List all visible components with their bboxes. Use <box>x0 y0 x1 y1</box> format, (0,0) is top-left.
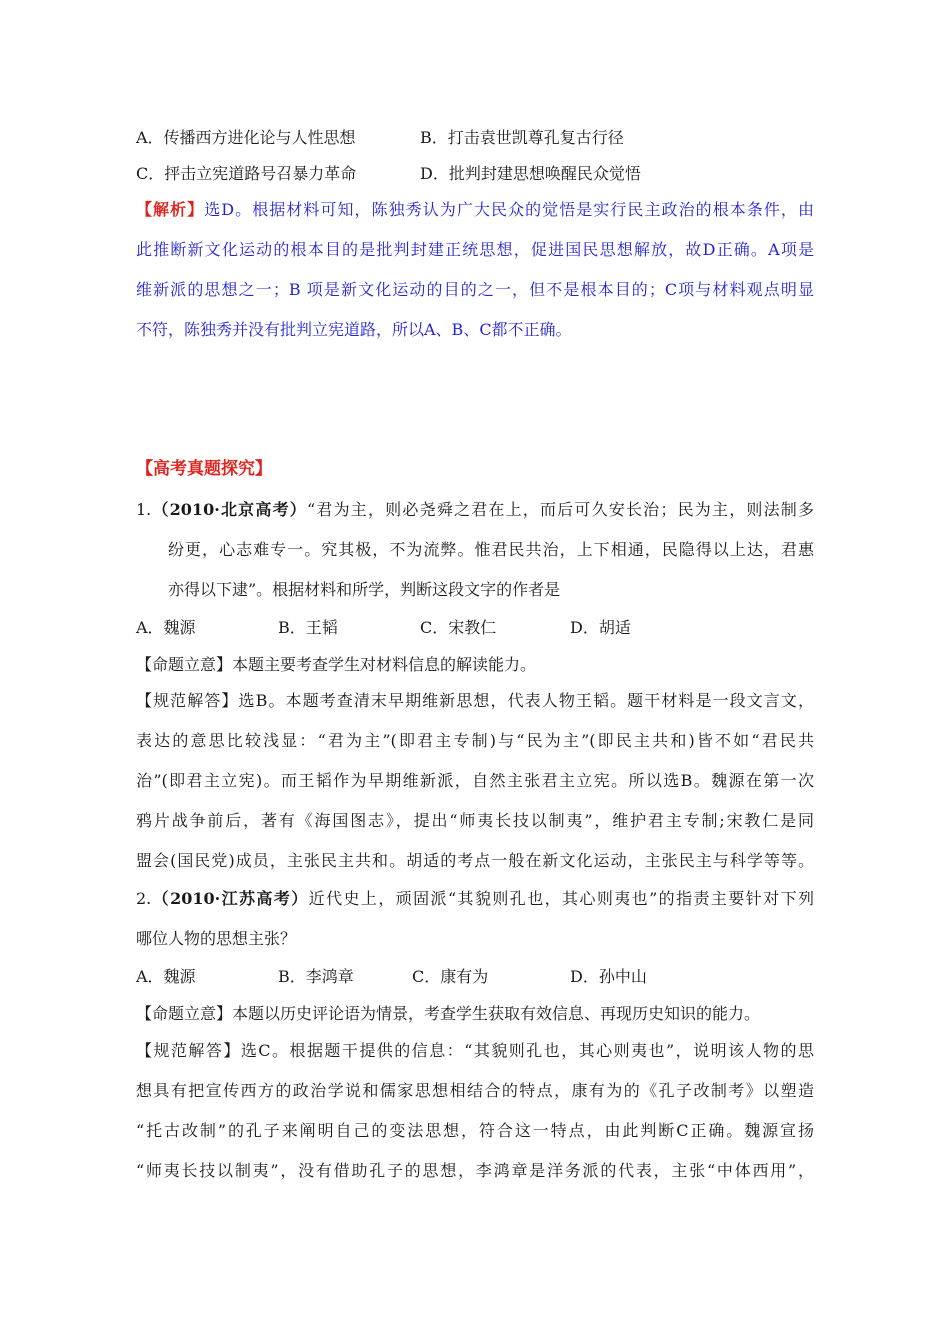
q1-answer-line-4: 鸦片战争前后，著有《海国图志》，提出“师夷长技以制夷”，维护君主专制;宋教仁是同 <box>136 811 814 830</box>
q2-number: 2. <box>136 889 152 908</box>
q2-stem-line-1 <box>136 889 814 909</box>
q2-stem-text: 近代史上，顽固派“其貌则孔也，其心则夷也”的指责主要针对下列 <box>308 889 814 908</box>
q2-answer-line-1 <box>136 1041 814 1061</box>
analysis-tag: 【解析】 <box>136 200 205 219</box>
q2-intent <box>136 1004 760 1024</box>
q1-stem-line-2: 纷更，心志难专一。究其极，不为流弊。惟君民共治，上下相通，民隐得以上达，君惠 <box>168 540 814 559</box>
q2-option-d: D．孙中山 <box>570 967 647 986</box>
q2-option-b: B．李鸿章 <box>278 967 354 986</box>
q1-intent-tag: 【命题立意】 <box>136 655 233 674</box>
q1-option-b: B．王韬 <box>278 618 338 637</box>
q1-option-c: C．宋教仁 <box>420 618 497 637</box>
q1-answer-text: 选B。本题考查清末早期维新思想，代表人物王韬。题干材料是一段文言文， <box>238 691 814 710</box>
prev-option-b: B．打击袁世凯尊孔复古行径 <box>420 128 624 147</box>
q2-option-a: A．魏源 <box>136 967 196 986</box>
q1-option-a: A．魏源 <box>136 618 196 637</box>
section-title: 【高考真题探究】 <box>136 459 272 479</box>
q1-number: 1. <box>136 500 152 519</box>
analysis-line-4: 不符，陈独秀并没有批判立宪道路，所以A、B、C都不正确。 <box>136 320 572 339</box>
q2-intent-text: 本题以历史评论语为情景，考查学生获取有效信息、再现历史知识的能力。 <box>232 1004 761 1023</box>
q1-answer-line-1 <box>136 691 814 711</box>
q2-stem-line-2: 哪位人物的思想主张？ <box>136 929 297 948</box>
analysis-line-2: 此推断新文化运动的根本目的是批判封建正统思想，促进国民思想解放，故D正确。A项是 <box>136 240 814 259</box>
q2-intent-tag: 【命题立意】 <box>136 1004 233 1023</box>
q2-answer-line-3: “托古改制”的孔子来阐明自己的变法思想，符合这一特点，由此判断C正确。魏源宣扬 <box>136 1121 814 1140</box>
analysis-line-1 <box>136 200 814 220</box>
q1-answer-tag: 【规范解答】 <box>136 691 239 710</box>
q1-source: （2010·北京高考） <box>151 500 307 519</box>
q2-answer-line-2: 想具有把宣传西方的政治学说和儒家思想相结合的特点，康有为的《孔子改制考》以塑造 <box>136 1081 814 1100</box>
q1-answer-line-5: 盟会(国民党)成员，主张民主共和。胡适的考点一般在新文化运动，主张民主与科学等等。 <box>136 851 814 870</box>
q2-source: （2010·江苏高考） <box>151 889 309 908</box>
q1-stem-line-3: 亦得以下逮”。根据材料和所学，判断这段文字的作者是 <box>168 580 561 599</box>
q1-answer-line-2: 表达的意思比较浅显：“君为主”(即君主专制)与“民为主”(即民主共和)皆不如“君民共 <box>136 731 814 750</box>
q1-intent <box>136 655 536 675</box>
q1-stem-text: “君为主，则必尧舜之君在上，而后可久安长治；民为主，则法制多 <box>306 500 814 519</box>
q2-answer-line-4: “师夷长技以制夷”，没有借助孔子的思想，李鸿章是洋务派的代表，主张“中体西用”， <box>136 1161 814 1180</box>
prev-option-a: A．传播西方进化论与人性思想 <box>136 128 356 147</box>
q1-answer-line-3: 治”(即君主立宪)。而王韬作为早期维新派，自然主张君主立宪。所以选B。魏源在第一次 <box>136 771 814 790</box>
analysis-line-3: 维新派的思想之一；B 项是新文化运动的目的之一，但不是根本目的；C项与材料观点明显 <box>136 280 814 299</box>
q1-option-d: D．胡适 <box>570 618 631 637</box>
analysis-text: 选D。根据材料可知，陈独秀认为广大民众的觉悟是实行民主政治的根本条件，由 <box>204 200 814 219</box>
q2-option-c: C．康有为 <box>412 967 489 986</box>
q1-intent-text: 本题主要考查学生对材料信息的解读能力。 <box>232 655 537 674</box>
q1-stem-line-1 <box>136 500 814 520</box>
prev-option-c: C．抨击立宪道路号召暴力革命 <box>136 164 357 183</box>
q2-answer-tag: 【规范解答】 <box>136 1041 241 1060</box>
q2-answer-text: 选C。根据题干提供的信息：“其貌则孔也，其心则夷也”，说明该人物的思 <box>240 1041 814 1060</box>
prev-option-d: D．批判封建思想唤醒民众觉悟 <box>420 164 641 183</box>
